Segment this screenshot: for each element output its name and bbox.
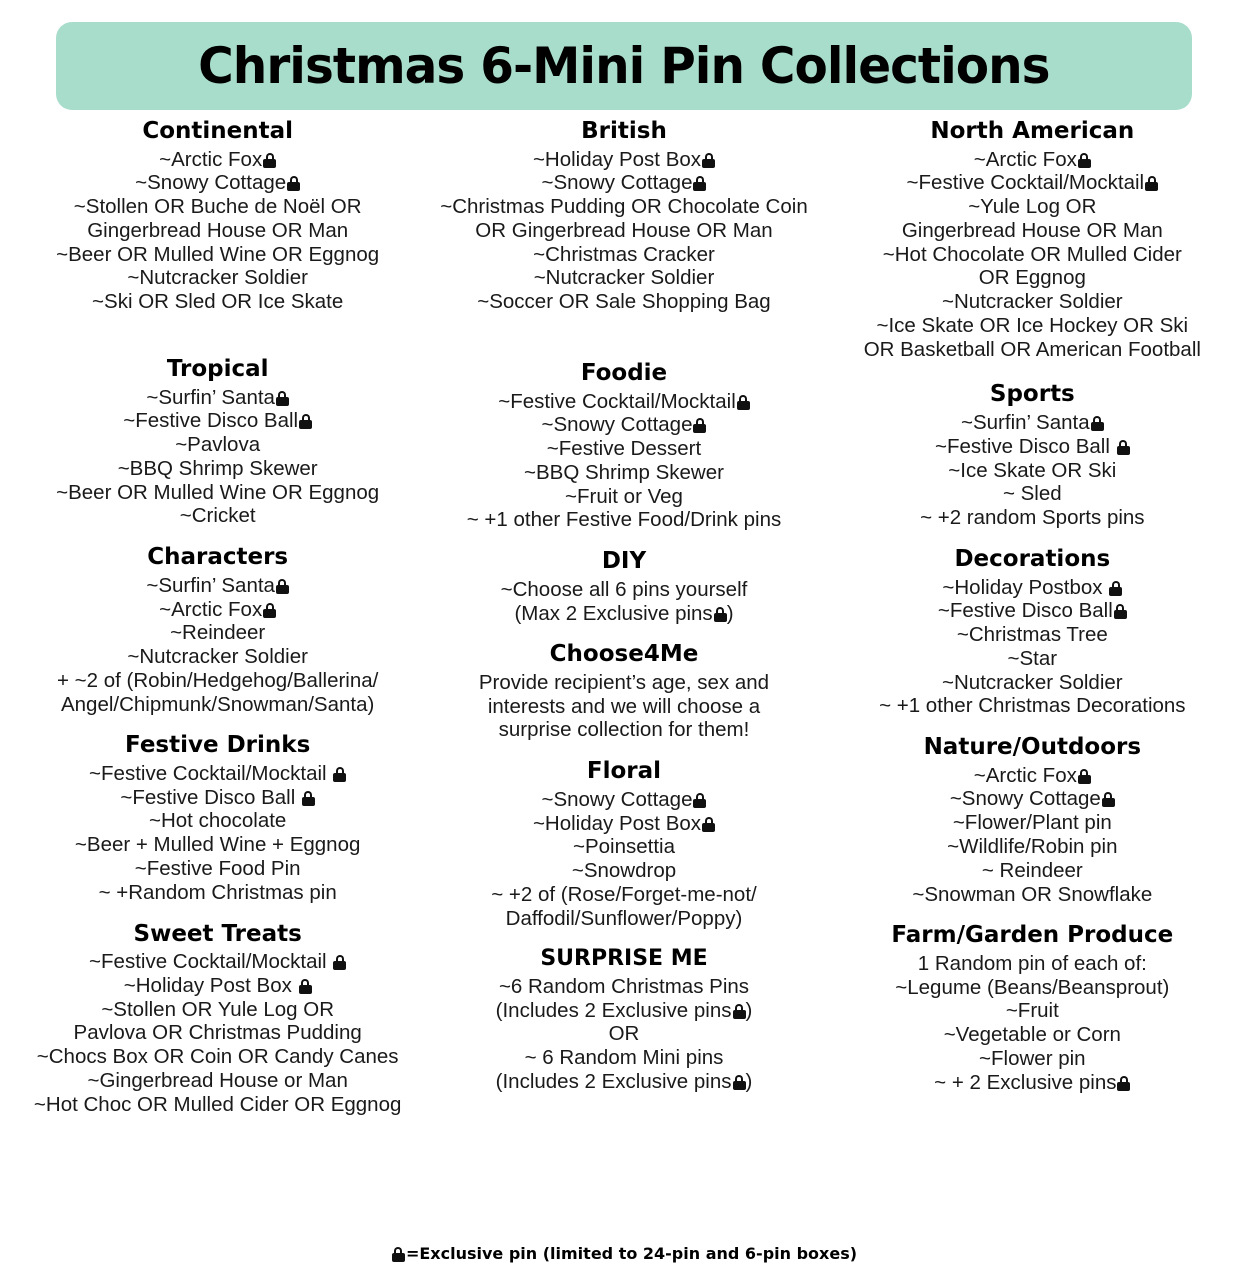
collection-line: ~Flower/Plant pin bbox=[952, 811, 1112, 835]
collection-line: ~BBQ Shrimp Skewer bbox=[524, 460, 724, 484]
collection-line: ~Festive Dessert bbox=[546, 437, 702, 461]
collection-line: ~Arctic Fox bbox=[833, 148, 1232, 172]
collection-heading: Characters bbox=[147, 544, 289, 571]
lock-icon bbox=[733, 1004, 746, 1019]
lock-icon bbox=[693, 418, 706, 433]
collection-heading: Sports bbox=[989, 381, 1075, 408]
collection-line: (Includes 2 Exclusive pins ) bbox=[495, 1069, 753, 1093]
collection-line: ~Hot Chocolate OR Mulled Cider bbox=[882, 242, 1182, 266]
collection-lines bbox=[423, 148, 824, 314]
collection-lines bbox=[20, 574, 415, 717]
collection-lines bbox=[20, 148, 415, 314]
collection-line: ~Arctic Fox bbox=[20, 598, 415, 622]
collection-line: ~Holiday Post Box bbox=[20, 974, 415, 998]
collection-heading: Sweet Treats bbox=[133, 920, 302, 947]
collection-line: ~Nutcracker Soldier bbox=[942, 290, 1123, 314]
collection-line: ~Wildlife/Robin pin bbox=[947, 834, 1118, 858]
collection-lines bbox=[833, 148, 1232, 362]
collection-line: ~Festive Cocktail/Mocktail bbox=[423, 390, 824, 414]
lock-icon bbox=[392, 1247, 405, 1262]
collection-choose4me bbox=[423, 641, 824, 742]
collection-line: ~Snowy Cottage bbox=[423, 788, 824, 812]
collection-diy bbox=[423, 548, 824, 625]
lock-icon bbox=[299, 414, 312, 429]
collection-line: ~ +Random Christmas pin bbox=[98, 880, 337, 904]
legend-footer bbox=[0, 1244, 1248, 1263]
lock-icon bbox=[702, 817, 715, 832]
collection-line: ~Festive Food Pin bbox=[134, 856, 301, 880]
lock-icon bbox=[1078, 769, 1091, 784]
collection-line: ~Festive Cocktail/Mocktail bbox=[20, 762, 415, 786]
collection-heading: SURPRISE ME bbox=[540, 946, 708, 972]
lock-icon bbox=[1114, 604, 1127, 619]
collection-line: ~Nutcracker Soldier bbox=[942, 670, 1123, 694]
collection-line: ~Festive Disco Ball bbox=[833, 599, 1232, 623]
collection-line: ~Ski OR Sled OR Ice Skate bbox=[92, 290, 344, 314]
collection-line: ~Stollen OR Buche de Noël OR bbox=[73, 195, 362, 219]
collection-line: ~Christmas Cracker bbox=[533, 242, 715, 266]
lock-icon bbox=[287, 176, 300, 191]
poster bbox=[0, 22, 1248, 1273]
collection-line: ~ + 2 Exclusive pins bbox=[833, 1071, 1232, 1095]
lock-icon bbox=[1145, 176, 1158, 191]
collection-line: ~Ice Skate OR Ice Hockey OR Ski bbox=[876, 313, 1189, 337]
lock-icon bbox=[693, 793, 706, 808]
lock-icon bbox=[1117, 440, 1130, 455]
legend-text: =Exclusive pin (limited to 24-pin and 6-pin boxes) bbox=[405, 1244, 858, 1263]
lock-icon bbox=[333, 767, 346, 782]
lock-icon bbox=[302, 791, 315, 806]
collection-british bbox=[423, 118, 824, 314]
lock-icon bbox=[263, 603, 276, 618]
collection-line: ~Surfin’ Santa bbox=[20, 386, 415, 410]
lock-icon bbox=[1109, 581, 1122, 596]
collection-line: ~Festive Disco Ball bbox=[833, 435, 1232, 459]
collection-heading: Continental bbox=[142, 118, 293, 144]
collection-line: ~Snowy Cottage bbox=[423, 171, 824, 195]
collection-line: interests and we will choose a bbox=[487, 694, 761, 718]
column-left bbox=[10, 118, 419, 1132]
collection-lines bbox=[423, 390, 824, 533]
collection-heading: Decorations bbox=[954, 545, 1111, 572]
collection-line: ~Snowy Cottage bbox=[833, 787, 1232, 811]
collection-festive-drinks bbox=[20, 732, 415, 904]
collection-line: ~Hot chocolate bbox=[149, 809, 287, 833]
collection-line: ~Reindeer bbox=[170, 621, 266, 645]
collection-lines bbox=[20, 762, 415, 905]
collection-decorations bbox=[833, 546, 1232, 718]
lock-icon bbox=[693, 176, 706, 191]
collection-continental bbox=[20, 118, 415, 314]
lock-icon bbox=[714, 607, 727, 622]
collection-line: ~Beer OR Mulled Wine OR Eggnog bbox=[56, 242, 380, 266]
collection-line: surprise collection for them! bbox=[498, 718, 750, 742]
collection-line: ~Snowy Cottage bbox=[423, 413, 824, 437]
lock-icon bbox=[733, 1075, 746, 1090]
collection-line: ~Arctic Fox bbox=[20, 148, 415, 172]
collection-line: ~Snowy Cottage bbox=[20, 171, 415, 195]
collection-heading: Farm/Garden Produce bbox=[891, 922, 1174, 949]
collection-heading: Choose4Me bbox=[549, 641, 699, 668]
collection-lines bbox=[833, 952, 1232, 1095]
collection-characters bbox=[20, 544, 415, 716]
collection-heading: Nature/Outdoors bbox=[923, 734, 1142, 761]
collection-line: ~Snowman OR Snowflake bbox=[912, 882, 1153, 906]
collection-line: ~Nutcracker Soldier bbox=[533, 266, 715, 290]
collections-grid bbox=[0, 110, 1248, 1132]
collection-line: ~Nutcracker Soldier bbox=[127, 266, 308, 290]
collection-line: Provide recipient’s age, sex and bbox=[478, 670, 770, 694]
collection-line: ~Beer + Mulled Wine + Eggnog bbox=[74, 833, 361, 857]
collection-line: ~Beer OR Mulled Wine OR Eggnog bbox=[56, 480, 380, 504]
collection-lines bbox=[423, 578, 824, 626]
collection-heading: Floral bbox=[586, 758, 662, 785]
collection-line: (Max 2 Exclusive pins ) bbox=[514, 601, 734, 625]
collection-heading: DIY bbox=[601, 548, 647, 575]
collection-line: ~Flower pin bbox=[979, 1046, 1086, 1070]
collection-lines bbox=[833, 764, 1232, 907]
collection-lines bbox=[20, 950, 415, 1116]
collection-line: ~Surfin’ Santa bbox=[20, 574, 415, 598]
collection-line: ~Holiday Post Box bbox=[423, 148, 824, 172]
collection-line: ~Holiday Post Box bbox=[423, 812, 824, 836]
collection-line: + ~2 of (Robin/Hedgehog/Ballerina/ bbox=[56, 668, 379, 692]
column-middle bbox=[419, 118, 828, 1132]
collection-line: OR Eggnog bbox=[978, 266, 1086, 290]
collection-line: ~Legume (Beans/Beansprout) bbox=[895, 975, 1170, 999]
lock-icon bbox=[299, 979, 312, 994]
collection-heading: British bbox=[581, 118, 667, 144]
lock-icon bbox=[1091, 416, 1104, 431]
collection-line: ~Nutcracker Soldier bbox=[127, 645, 308, 669]
collection-line: ~6 Random Christmas Pins bbox=[498, 974, 750, 998]
collection-tropical bbox=[20, 356, 415, 528]
lock-icon bbox=[333, 955, 346, 970]
title-banner bbox=[56, 22, 1192, 110]
collection-line: ~Festive Disco Ball bbox=[20, 786, 415, 810]
collection-line: (Includes 2 Exclusive pins ) bbox=[495, 998, 753, 1022]
collection-line: Gingerbread House OR Man bbox=[87, 218, 349, 242]
collection-line: ~Holiday Postbox bbox=[833, 576, 1232, 600]
page-title: Christmas 6-Mini Pin Collections bbox=[198, 37, 1050, 95]
collection-lines bbox=[833, 576, 1232, 719]
collection-sweet-treats bbox=[20, 921, 415, 1117]
collection-line: ~Festive Cocktail/Mocktail bbox=[20, 950, 415, 974]
collection-line: ~BBQ Shrimp Skewer bbox=[117, 456, 318, 480]
collection-lines bbox=[833, 411, 1232, 530]
lock-icon bbox=[1102, 792, 1115, 807]
collection-lines bbox=[423, 975, 824, 1094]
collection-line: ~Pavlova bbox=[175, 433, 261, 457]
collection-line: ~Star bbox=[1007, 646, 1058, 670]
collection-line: Gingerbread House OR Man bbox=[901, 218, 1163, 242]
collection-line: Pavlova OR Christmas Pudding bbox=[73, 1021, 362, 1045]
collection-line: ~Stollen OR Yule Log OR bbox=[101, 997, 334, 1021]
collection-north-american bbox=[833, 118, 1232, 361]
collection-sports bbox=[833, 381, 1232, 529]
lock-icon bbox=[263, 153, 276, 168]
lock-icon bbox=[1078, 153, 1091, 168]
collection-line: ~Choose all 6 pins yourself bbox=[500, 577, 748, 601]
collection-line: ~Surfin’ Santa bbox=[833, 411, 1232, 435]
collection-lines bbox=[20, 386, 415, 529]
collection-foodie bbox=[423, 360, 824, 532]
lock-icon bbox=[702, 153, 715, 168]
collection-line: ~Yule Log OR bbox=[968, 195, 1097, 219]
lock-icon bbox=[276, 391, 289, 406]
collection-line: ~ Reindeer bbox=[981, 858, 1083, 882]
collection-heading: Festive Drinks bbox=[125, 732, 311, 759]
collection-line: ~Gingerbread House or Man bbox=[87, 1068, 348, 1092]
collection-line: ~ Sled bbox=[1002, 482, 1062, 506]
collection-line: ~Snowdrop bbox=[571, 859, 677, 883]
collection-line: Angel/Chipmunk/Snowman/Santa) bbox=[60, 692, 375, 716]
collection-surprise-me bbox=[423, 946, 824, 1093]
collection-floral bbox=[423, 758, 824, 930]
collection-line: ~Cricket bbox=[179, 504, 256, 528]
collection-line: ~Festive Disco Ball bbox=[20, 409, 415, 433]
collection-line: ~Poinsettia bbox=[572, 835, 675, 859]
collection-line: ~Chocs Box OR Coin OR Candy Canes bbox=[36, 1045, 399, 1069]
collection-line: ~ +1 other Christmas Decorations bbox=[879, 694, 1186, 718]
lock-icon bbox=[276, 579, 289, 594]
collection-lines bbox=[423, 788, 824, 931]
collection-farm-garden-produce bbox=[833, 922, 1232, 1094]
collection-lines bbox=[423, 671, 824, 742]
column-right bbox=[829, 118, 1238, 1132]
collection-line: ~Soccer OR Sale Shopping Bag bbox=[477, 290, 771, 314]
collection-nature-outdoors bbox=[833, 734, 1232, 906]
collection-line: Daffodil/Sunflower/Poppy) bbox=[505, 906, 743, 930]
collection-line: 1 Random pin of each of: bbox=[917, 951, 1147, 975]
collection-line: OR bbox=[608, 1022, 640, 1046]
collection-line: ~Fruit bbox=[1005, 999, 1059, 1023]
lock-icon bbox=[737, 395, 750, 410]
collection-heading: Foodie bbox=[580, 359, 668, 386]
collection-heading: North American bbox=[930, 118, 1135, 144]
collection-line: ~Christmas Tree bbox=[956, 623, 1108, 647]
collection-line: ~Festive Cocktail/Mocktail bbox=[833, 171, 1232, 195]
collection-line: ~Fruit or Veg bbox=[565, 484, 683, 508]
collection-line: ~Ice Skate OR Ski bbox=[948, 458, 1117, 482]
collection-line: ~ +2 of (Rose/Forget-me-not/ bbox=[491, 882, 757, 906]
collection-line: OR Gingerbread House OR Man bbox=[475, 218, 773, 242]
collection-line: ~Hot Choc OR Mulled Cider OR Eggnog bbox=[33, 1092, 402, 1116]
collection-heading: Tropical bbox=[166, 355, 269, 382]
collection-line: ~Christmas Pudding OR Chocolate Coin bbox=[440, 195, 808, 219]
collection-line: ~Vegetable or Corn bbox=[943, 1023, 1121, 1047]
collection-line: ~Arctic Fox bbox=[833, 764, 1232, 788]
collection-line: ~ +1 other Festive Food/Drink pins bbox=[466, 508, 782, 532]
collection-line: ~ +2 random Sports pins bbox=[920, 506, 1145, 530]
collection-line: ~ 6 Random Mini pins bbox=[524, 1046, 724, 1070]
collection-line: OR Basketball OR American Football bbox=[863, 337, 1201, 361]
lock-icon bbox=[1117, 1076, 1130, 1091]
